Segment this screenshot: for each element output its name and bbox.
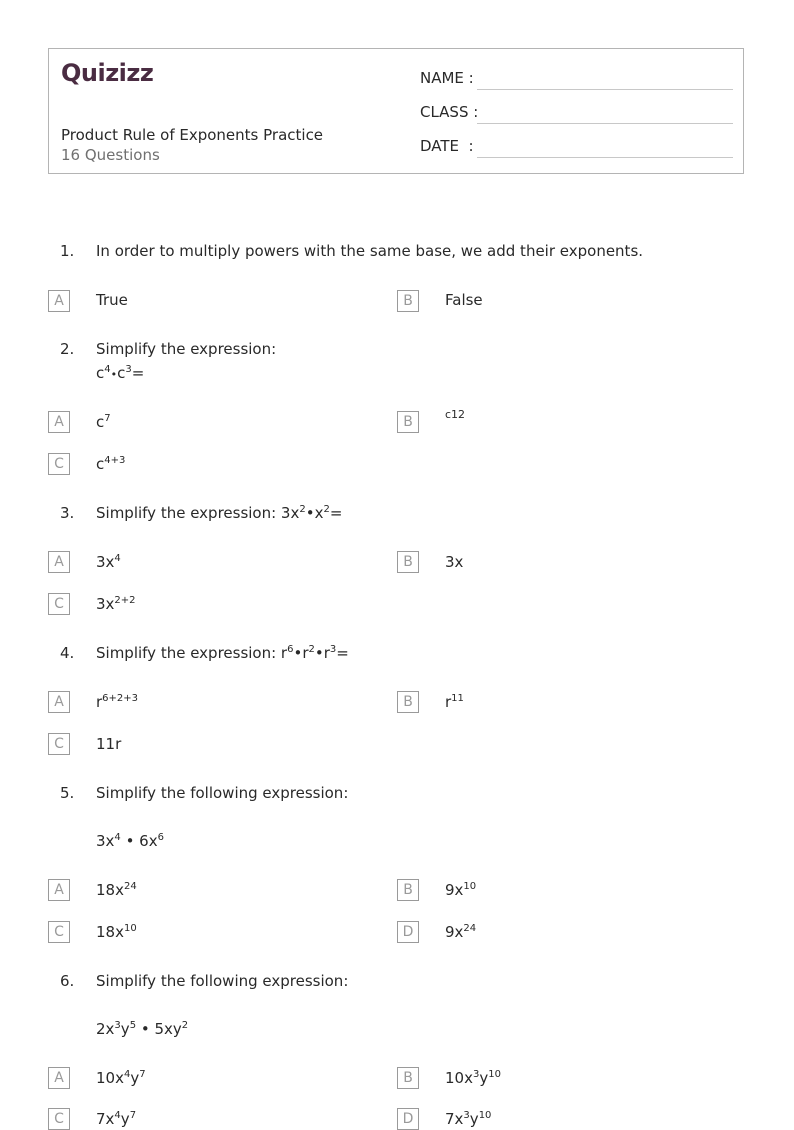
option-letter-box[interactable]: A	[48, 879, 70, 901]
worksheet-header	[48, 48, 744, 174]
question-expression: $c^4•c^3=$	[96, 364, 145, 382]
option-text: True	[96, 291, 128, 309]
option-text: $3x^{2+2}$	[96, 595, 136, 613]
option-letter-box[interactable]: B	[397, 551, 419, 573]
option-text: $9x^{10}$	[445, 881, 477, 899]
date-line[interactable]	[477, 157, 733, 158]
option-letter-box[interactable]: B	[397, 879, 419, 901]
question-number: 6.	[60, 972, 75, 990]
option-text: 11r	[96, 735, 122, 753]
option-text: 3x	[445, 553, 464, 571]
option-letter-box[interactable]: C	[48, 1108, 70, 1130]
question-text: Simplify the expression:	[96, 340, 277, 358]
worksheet-title: Product Rule of Exponents Practice	[61, 126, 324, 144]
option-text: $r^{11}$	[445, 693, 464, 711]
class-line[interactable]	[477, 123, 733, 124]
option-text: c12	[445, 408, 466, 421]
option-letter-box[interactable]: A	[48, 691, 70, 713]
question-number: 1.	[60, 242, 75, 260]
option-text: $18x^{24}$	[96, 881, 137, 899]
question-expression: $3x^4$ • $6x^6$	[96, 832, 164, 850]
option-text: $c^7$	[96, 413, 111, 431]
option-letter-box[interactable]: C	[48, 921, 70, 943]
option-text: $7x^3y^{10}$	[445, 1110, 492, 1128]
question-count: 16 Questions	[61, 146, 160, 164]
option-letter-box[interactable]: D	[397, 921, 419, 943]
option-letter-box[interactable]: A	[48, 1067, 70, 1089]
option-letter-box[interactable]: C	[48, 733, 70, 755]
name-label: NAME :	[420, 69, 474, 87]
option-letter-box[interactable]: C	[48, 453, 70, 475]
option-text: $18x^{10}$	[96, 923, 137, 941]
option-text: $9x^{24}$	[445, 923, 477, 941]
option-letter-box[interactable]: A	[48, 411, 70, 433]
option-letter-box[interactable]: D	[397, 1108, 419, 1130]
option-letter-box[interactable]: A	[48, 290, 70, 312]
question-expression: $2x^3y^5$ • $5xy^2$	[96, 1020, 189, 1038]
option-letter-box[interactable]: B	[397, 691, 419, 713]
question-number: 5.	[60, 784, 75, 802]
option-text: $c^{4+3}$	[96, 455, 126, 473]
option-text: $r^{6+2+3}$	[96, 693, 139, 711]
option-text: $10x^3y^{10}$	[445, 1069, 501, 1087]
question-number: 2.	[60, 340, 75, 358]
question-text: Simplify the expression: $r^6•r^2•r^3=$	[96, 644, 349, 662]
option-text: $7x^4y^7$	[96, 1110, 137, 1128]
option-text: $3x^4$	[96, 553, 121, 571]
option-text: $10x^4y^7$	[96, 1069, 146, 1087]
option-letter-box[interactable]: B	[397, 290, 419, 312]
question-text: In order to multiply powers with the same base, we add their exponents.	[96, 242, 644, 260]
option-text: False	[445, 291, 483, 309]
question-number: 3.	[60, 504, 75, 522]
option-letter-box[interactable]: B	[397, 411, 419, 433]
question-text: Simplify the expression: $3x^2•x^2=$	[96, 504, 343, 522]
option-letter-box[interactable]: B	[397, 1067, 419, 1089]
name-line[interactable]	[477, 89, 733, 90]
question-text: Simplify the following expression:	[96, 972, 349, 990]
date-label: DATE :	[420, 137, 474, 155]
option-letter-box[interactable]: A	[48, 551, 70, 573]
class-label: CLASS :	[420, 103, 479, 121]
question-text: Simplify the following expression:	[96, 784, 349, 802]
question-number: 4.	[60, 644, 75, 662]
option-letter-box[interactable]: C	[48, 593, 70, 615]
quizizz-logo: Quizizz	[61, 59, 154, 87]
